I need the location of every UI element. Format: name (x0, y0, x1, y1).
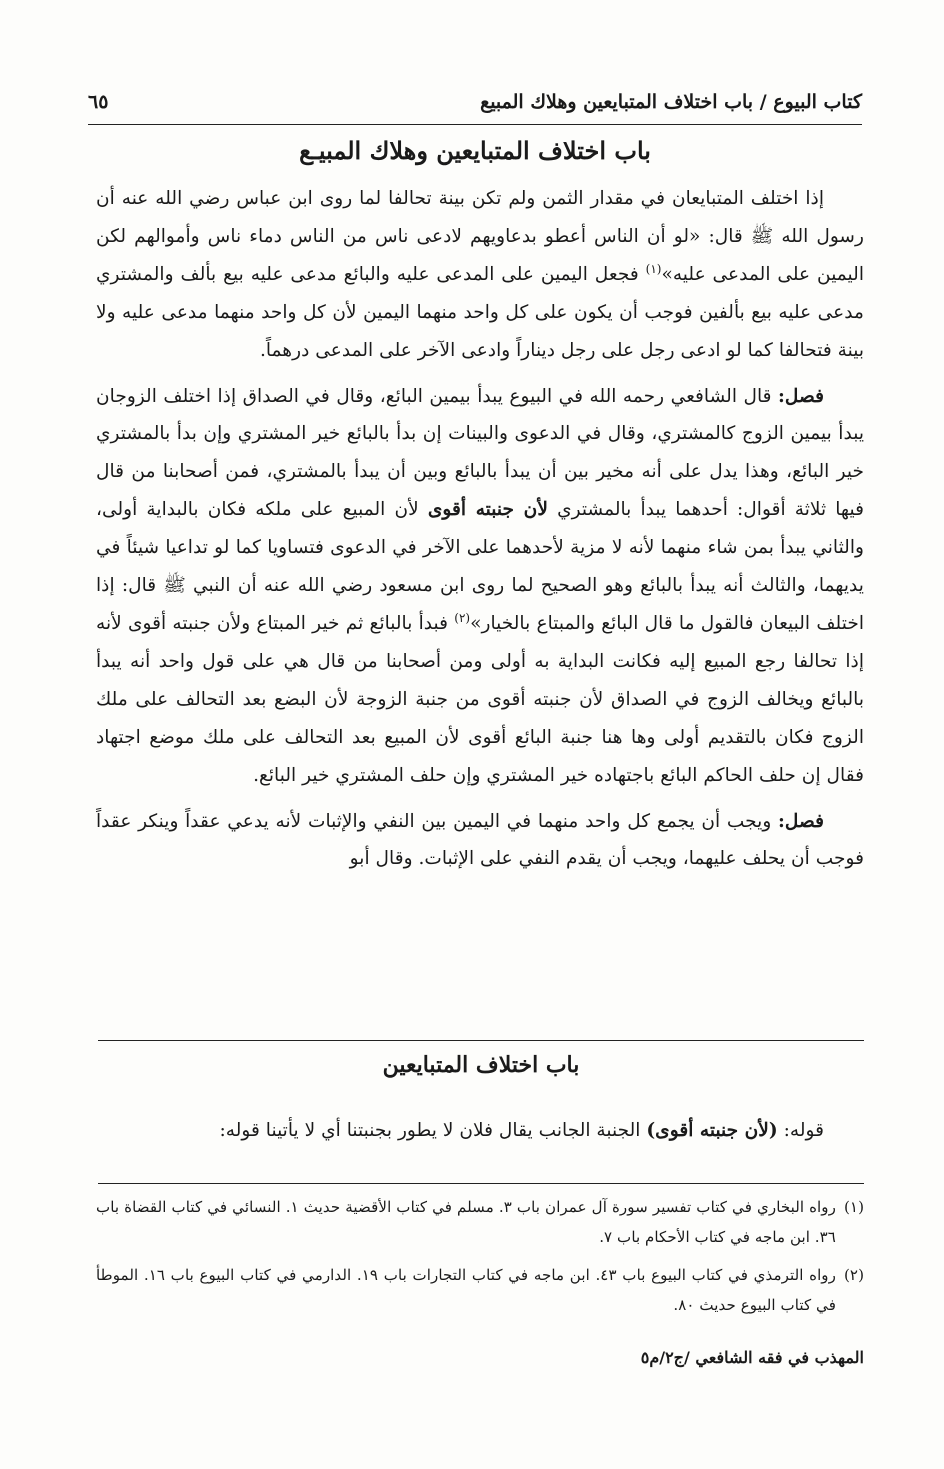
paragraph-1-text-a: إذا اختلف المتبايعان في مقدار الثمن ولم تكن بينة تحالفا لما روى ابن عباس رضي الله عنه أن رسول الله ﷺ قال: «لو أن الناس أعطو بدعاويهم لادعى ناس من الناس دماء ناس وأموالهم لكن اليمين على المدعى عليه» (96, 188, 864, 285)
commentary-divider (98, 1040, 864, 1041)
paragraph-2-text-b: لأن المبيع على ملكه فكان بالبداية أولى، والثاني يبدأ بمن شاء منهما لأنه لا مزية لأحدهما على الآخر في الدعوى فتساويا كما لو تداعيا شيئاً في يديهما، والثالث أنه يبدأ بالبائع وهو الصحيح لما روى ابن مسعود رضي الله عنه أن النبي ﷺ قال: إذا اختلف البيعان فالقول ما قال البائع والمبتاع بالخيار» (96, 499, 864, 634)
footnote-divider (98, 1183, 864, 1184)
paragraph-1 (96, 180, 864, 370)
commentary-quote: (لأن جنبته أقوى) (646, 1120, 778, 1141)
section-label: فصل: (778, 810, 824, 832)
bold-phrase: لأن جنبته أقوى (427, 499, 548, 521)
volume-signature: المهذب في فقه الشافعي /ج٢/م٥ (640, 1348, 864, 1367)
paragraph-3-text: ويجب أن يجمع كل واحد منهما في اليمين بين النفي والإثبات لأنه يدعي عقداً وينكر عقداً فوجب أن يحلف عليهما، ويجب أن يقدم النفي على الإثبات. وقال أبو (96, 810, 864, 870)
paragraph-1-text-b: فجعل اليمين على المدعى عليه والبائع مدعى عليه بيع بألف والمشتري مدعى عليه بيع بألفين فوجب أن يكون على كل واحد منهما اليمين لأن كل واحد منهما مدعى عليه ولا بينة فتحالفا كما لو ادعى رجل على رجل ديناراً وادعى الآخر على المدعى درهماً. (96, 263, 864, 361)
footnote-ref-2: (٢) (454, 610, 471, 625)
footnote-number: (١) (843, 1198, 864, 1216)
paragraph-2-text-a: قال الشافعي رحمه الله في البيوع يبدأ بيمين البائع، وقال في الصداق إذا اختلف الزوجان يبدأ بيمين الزوج كالمشتري، وقال في الدعوى والبينات إن بدأ بالبائع خير المشتري وإن بدأ بالمشتري خير البائع، وهذا يدل على أنه مخير بين أن يبدأ بالبائع وبين أن يبدأ بالمشتري، فمن أصحابنا من قال فيها ثلاثة أقوال: أحدهما يبدأ بالمشتري (96, 385, 864, 521)
footnote-number: (٢) (843, 1266, 864, 1284)
paragraph-2-text-c: فبدأ بالبائع ثم خير المبتاع ولأن جنبته أقوى لأنه إذا تحالفا رجع المبيع إليه فكانت البداية به أولى ومن أصحابنا من قال هي على قول واحد أنه يبدأ بالبائع ويخالف الزوج في الصداق لأن جنبته أقوى من جنبة الزوجة لأن البضع بعد التحالف على ملك الزوج فكان بالتقديم أولى وها هنا جنبة البائع أقوى لأن المبيع بعد التحالف على ملك موضع اجتهاد فقال إن حلف الحاكم البائع باجتهاده خير المشتري وإن حلف المشتري خير البائع. (96, 612, 864, 786)
page-number: ٦٥ (88, 91, 109, 113)
commentary-body: الجنبة الجانب يقال فلان لا يطور بجنبتنا أي لا يأتينا قوله: (219, 1120, 647, 1141)
footnote-1 (96, 1192, 864, 1252)
commentary-text (96, 1112, 864, 1150)
header-divider (88, 124, 862, 125)
footnote-2 (96, 1260, 864, 1320)
running-header (88, 84, 862, 120)
paragraph-3 (96, 803, 864, 879)
commentary-lead: قوله: (777, 1120, 824, 1141)
footnotes (96, 1192, 864, 1328)
footnote-text: رواه البخاري في كتاب تفسير سورة آل عمران باب ٣. مسلم في كتاب الأقضية حديث ١. النسائي في كتاب القضاة باب ٣٦. ابن ماجه في كتاب الأحكام باب ٧. (96, 1198, 836, 1246)
paragraph-2 (96, 378, 864, 795)
footnote-text: رواه الترمذي في كتاب البيوع باب ٤٣. ابن ماجه في كتاب التجارات باب ١٩. الدارمي في كتاب البيوع باب ١٦. الموطأ في كتاب البيوع حديث ٨٠. (96, 1266, 836, 1314)
chapter-title: باب اختلاف المتبايعين وهلاك المبيـع (299, 136, 651, 165)
footnote-ref-1: (١) (645, 261, 662, 276)
main-text (96, 180, 864, 878)
running-title: كتاب البيوع / باب اختلاف المتبايعين وهلاك المبيع (480, 91, 862, 113)
commentary-title: باب اختلاف المتبايعين (382, 1052, 580, 1078)
section-label: فصل: (778, 385, 824, 407)
